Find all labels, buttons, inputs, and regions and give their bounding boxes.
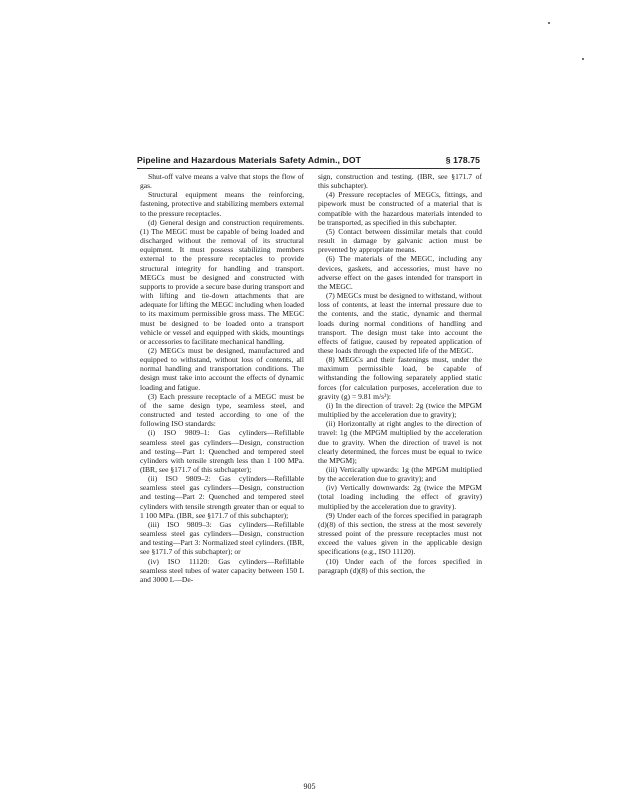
paragraph: (2) MEGCs must be designed, manufactured and equipped to withstand, without loss of contents, all normal handling and transportation conditions. The design must take into account the effects of dynamic loading and fatigue. <box>140 345 304 392</box>
left-column <box>140 172 304 584</box>
paragraph: (iv) ISO 11120: Gas cylinders—Refillable seamless steel tubes of water capacity between 150 L and 3000 L—De- <box>140 556 304 584</box>
scan-speck <box>582 58 584 60</box>
paragraph: (10) Under each of the forces specified in paragraph (d)(8) of this section, the <box>318 556 482 575</box>
paragraph: (iii) ISO 9809–3: Gas cylinders—Refillable seamless steel gas cylinders—Design, construction and testing—Part 3: Normalized steel cylinders. (IBR, see §171.7 of this subchapter); or <box>140 519 304 557</box>
paragraph: (3) Each pressure receptacle of a MEGC must be of the same design type, seamless steel, and constructed and tested according to one of the following ISO standards: <box>140 391 304 429</box>
header-title: Pipeline and Hazardous Materials Safety Admin., DOT <box>137 155 361 165</box>
paragraph: (9) Under each of the forces specified in paragraph (d)(8) of this section, the stress at the most severely stressed point of the pressure receptacles must not exceed the values given in the applicable design specifications (e.g., ISO 11120). <box>318 510 482 557</box>
paragraph: (i) In the direction of travel: 2g (twice the MPGM multiplied by the acceleration due to gravity); <box>318 400 482 420</box>
paragraph: (6) The materials of the MEGC, including any devices, gaskets, and accessories, must have no adverse effect on the gases intended for transport in the MEGC. <box>318 254 482 291</box>
paragraph: (ii) Horizontally at right angles to the direction of travel: 1g (the MPGM multiplied by the acceleration due to gravity. When the direction of travel is not clearly determined, the forces must be equal to twice the MPGM); <box>318 419 482 465</box>
paragraph: (iv) Vertically downwards: 2g (twice the MPGM (total loading including the effect of gravity) multiplied by the acceleration due to gravity). <box>318 483 482 511</box>
paragraph: (d) General design and construction requirements. (1) The MEGC must be capable of being loaded and discharged without the removal of its structural equipment. It must possess stabilizing members external to the pressure receptacles to provide structural integrity for handling and transport. MEGCs must be designed and constructed with supports to provide a secure base during transport and with lifting and tie-down attachments that are adequate for lifting the MEGC including when loaded to its maximum permissible gross mass. The MEGC must be designed to be loaded onto a transport vehicle or vessel and equipped with skids, mountings or accessories to facilitate mechanical handling. <box>140 217 304 346</box>
header-rule <box>137 168 480 169</box>
paragraph: (i) ISO 9809–1: Gas cylinders—Refillable seamless steel gas cylinders—Design, construction and testing—Part 1: Quenched and tempered steel cylinders with tensile strength less than 1 100 MPa. (IBR, see §171.7 of this subchapter); <box>140 428 304 474</box>
paragraph: Structural equipment means the reinforcing, fastening, protective and stabilizing members external to the pressure receptacles. <box>140 190 304 218</box>
page-number: 905 <box>303 782 316 791</box>
paragraph: (7) MEGCs must be designed to withstand, without loss of contents, at least the internal pressure due to the contents, and the static, dynamic and thermal loads during normal conditions of handling and transport. The design must take into account the effects of fatigue, caused by repeated application of these loads through the expected life of the MEGC. <box>318 291 482 355</box>
right-column <box>318 172 482 575</box>
header-section-number: § 178.75 <box>445 155 480 165</box>
paragraph: sign, construction and testing. (IBR, see §171.7 of this subchapter). <box>318 172 482 191</box>
scan-speck <box>548 22 550 24</box>
paragraph: (5) Contact between dissimilar metals that could result in damage by galvanic action must be prevented by appropriate means. <box>318 226 482 255</box>
running-header <box>137 155 480 165</box>
paragraph: (iii) Vertically upwards: 1g (the MPGM multiplied by the acceleration due to gravity); and <box>318 465 482 484</box>
paragraph: (8) MEGCs and their fastenings must, under the maximum permissible load, be capable of withstanding the following separately applied static forces (for calculation purposes, acceleration due to gravity (g) = 9.81 m/s²): <box>318 355 482 401</box>
paragraph: (ii) ISO 9809–2: Gas cylinders—Refillable seamless steel gas cylinders—Design, construction and testing—Part 2: Quenched and tempered steel cylinders with tensile strength greater than or equal to 1 100 MPa. (IBR, see §171.7 of this subchapter); <box>140 474 304 520</box>
paragraph: (4) Pressure receptacles of MEGCs, fittings, and pipework must be constructed of a material that is compatible with the hazardous materials intended to be transported, as specified in this subchapter. <box>318 190 482 227</box>
paragraph: Shut-off valve means a valve that stops the flow of gas. <box>140 172 304 191</box>
